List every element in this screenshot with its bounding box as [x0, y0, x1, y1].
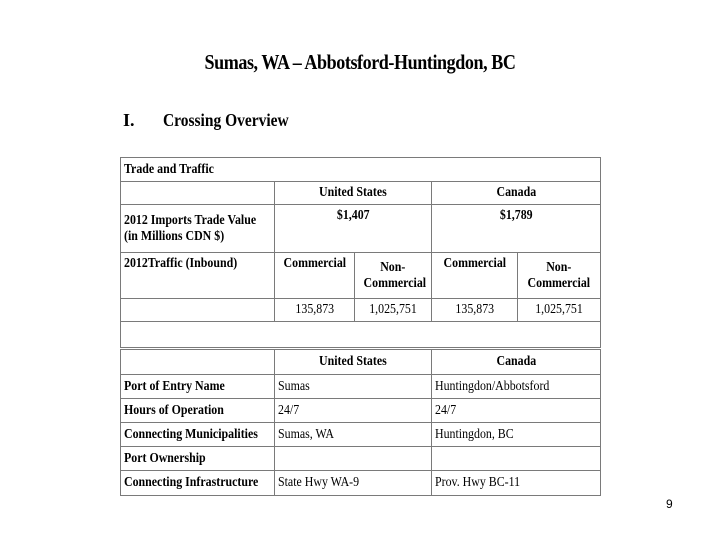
table-row — [121, 322, 601, 348]
table-row — [121, 350, 601, 375]
us-noncommercial-value: 1,025,751 — [355, 299, 432, 322]
table-row — [121, 158, 601, 182]
port-details-table — [120, 349, 601, 496]
table-row — [121, 447, 601, 471]
empty-cell — [121, 350, 275, 375]
imports-us-value: $1,407 — [275, 205, 432, 253]
us-value: State Hwy WA-9 — [275, 471, 432, 496]
column-header-us: United States — [275, 182, 432, 205]
column-header-canada: Canada — [432, 182, 601, 205]
table-row — [121, 399, 601, 423]
table-row — [121, 423, 601, 447]
table-row — [121, 299, 601, 322]
section-number: I. — [123, 110, 135, 130]
row-label: Port of Entry Name — [121, 375, 275, 399]
us-value: 24/7 — [275, 399, 432, 423]
canada-value: Prov. Hwy BC-11 — [432, 471, 601, 496]
imports-canada-value: $1,789 — [432, 205, 601, 253]
us-value: Sumas — [275, 375, 432, 399]
ca-noncommercial-value: 1,025,751 — [518, 299, 601, 322]
canada-value — [432, 447, 601, 471]
row-label: Port Ownership — [121, 447, 275, 471]
table-row — [121, 375, 601, 399]
ca-commercial-value: 135,873 — [432, 299, 518, 322]
table-row — [121, 205, 601, 253]
us-value — [275, 447, 432, 471]
column-header-us: United States — [275, 350, 432, 375]
spacer-row — [121, 322, 601, 348]
imports-label: 2012 Imports Trade Value (in Millions CDN $) — [121, 205, 275, 253]
canada-value: Huntingdon/Abbotsford — [432, 375, 601, 399]
row-label: Connecting Infrastructure — [121, 471, 275, 496]
trade-traffic-table — [120, 157, 601, 348]
traffic-label: 2012Traffic (Inbound) — [121, 253, 275, 299]
section-title: Crossing Overview — [163, 110, 289, 130]
page-number: 9 — [666, 497, 673, 511]
table-row — [121, 182, 601, 205]
us-commercial-header: Commercial — [275, 253, 355, 299]
canada-value: Huntingdon, BC — [432, 423, 601, 447]
table-row — [121, 253, 601, 299]
column-header-canada: Canada — [432, 350, 601, 375]
ca-noncommercial-header: Non- Commercial — [518, 253, 601, 299]
row-label: Hours of Operation — [121, 399, 275, 423]
canada-value: 24/7 — [432, 399, 601, 423]
empty-cell — [121, 299, 275, 322]
page-title: Sumas, WA – Abbotsford-Huntingdon, BC — [204, 50, 516, 74]
trade-traffic-heading: Trade and Traffic — [121, 158, 601, 182]
us-commercial-value: 135,873 — [275, 299, 355, 322]
empty-cell — [121, 182, 275, 205]
ca-commercial-header: Commercial — [432, 253, 518, 299]
us-noncommercial-header: Non- Commercial — [355, 253, 432, 299]
table-row — [121, 471, 601, 496]
us-value: Sumas, WA — [275, 423, 432, 447]
row-label: Connecting Municipalities — [121, 423, 275, 447]
